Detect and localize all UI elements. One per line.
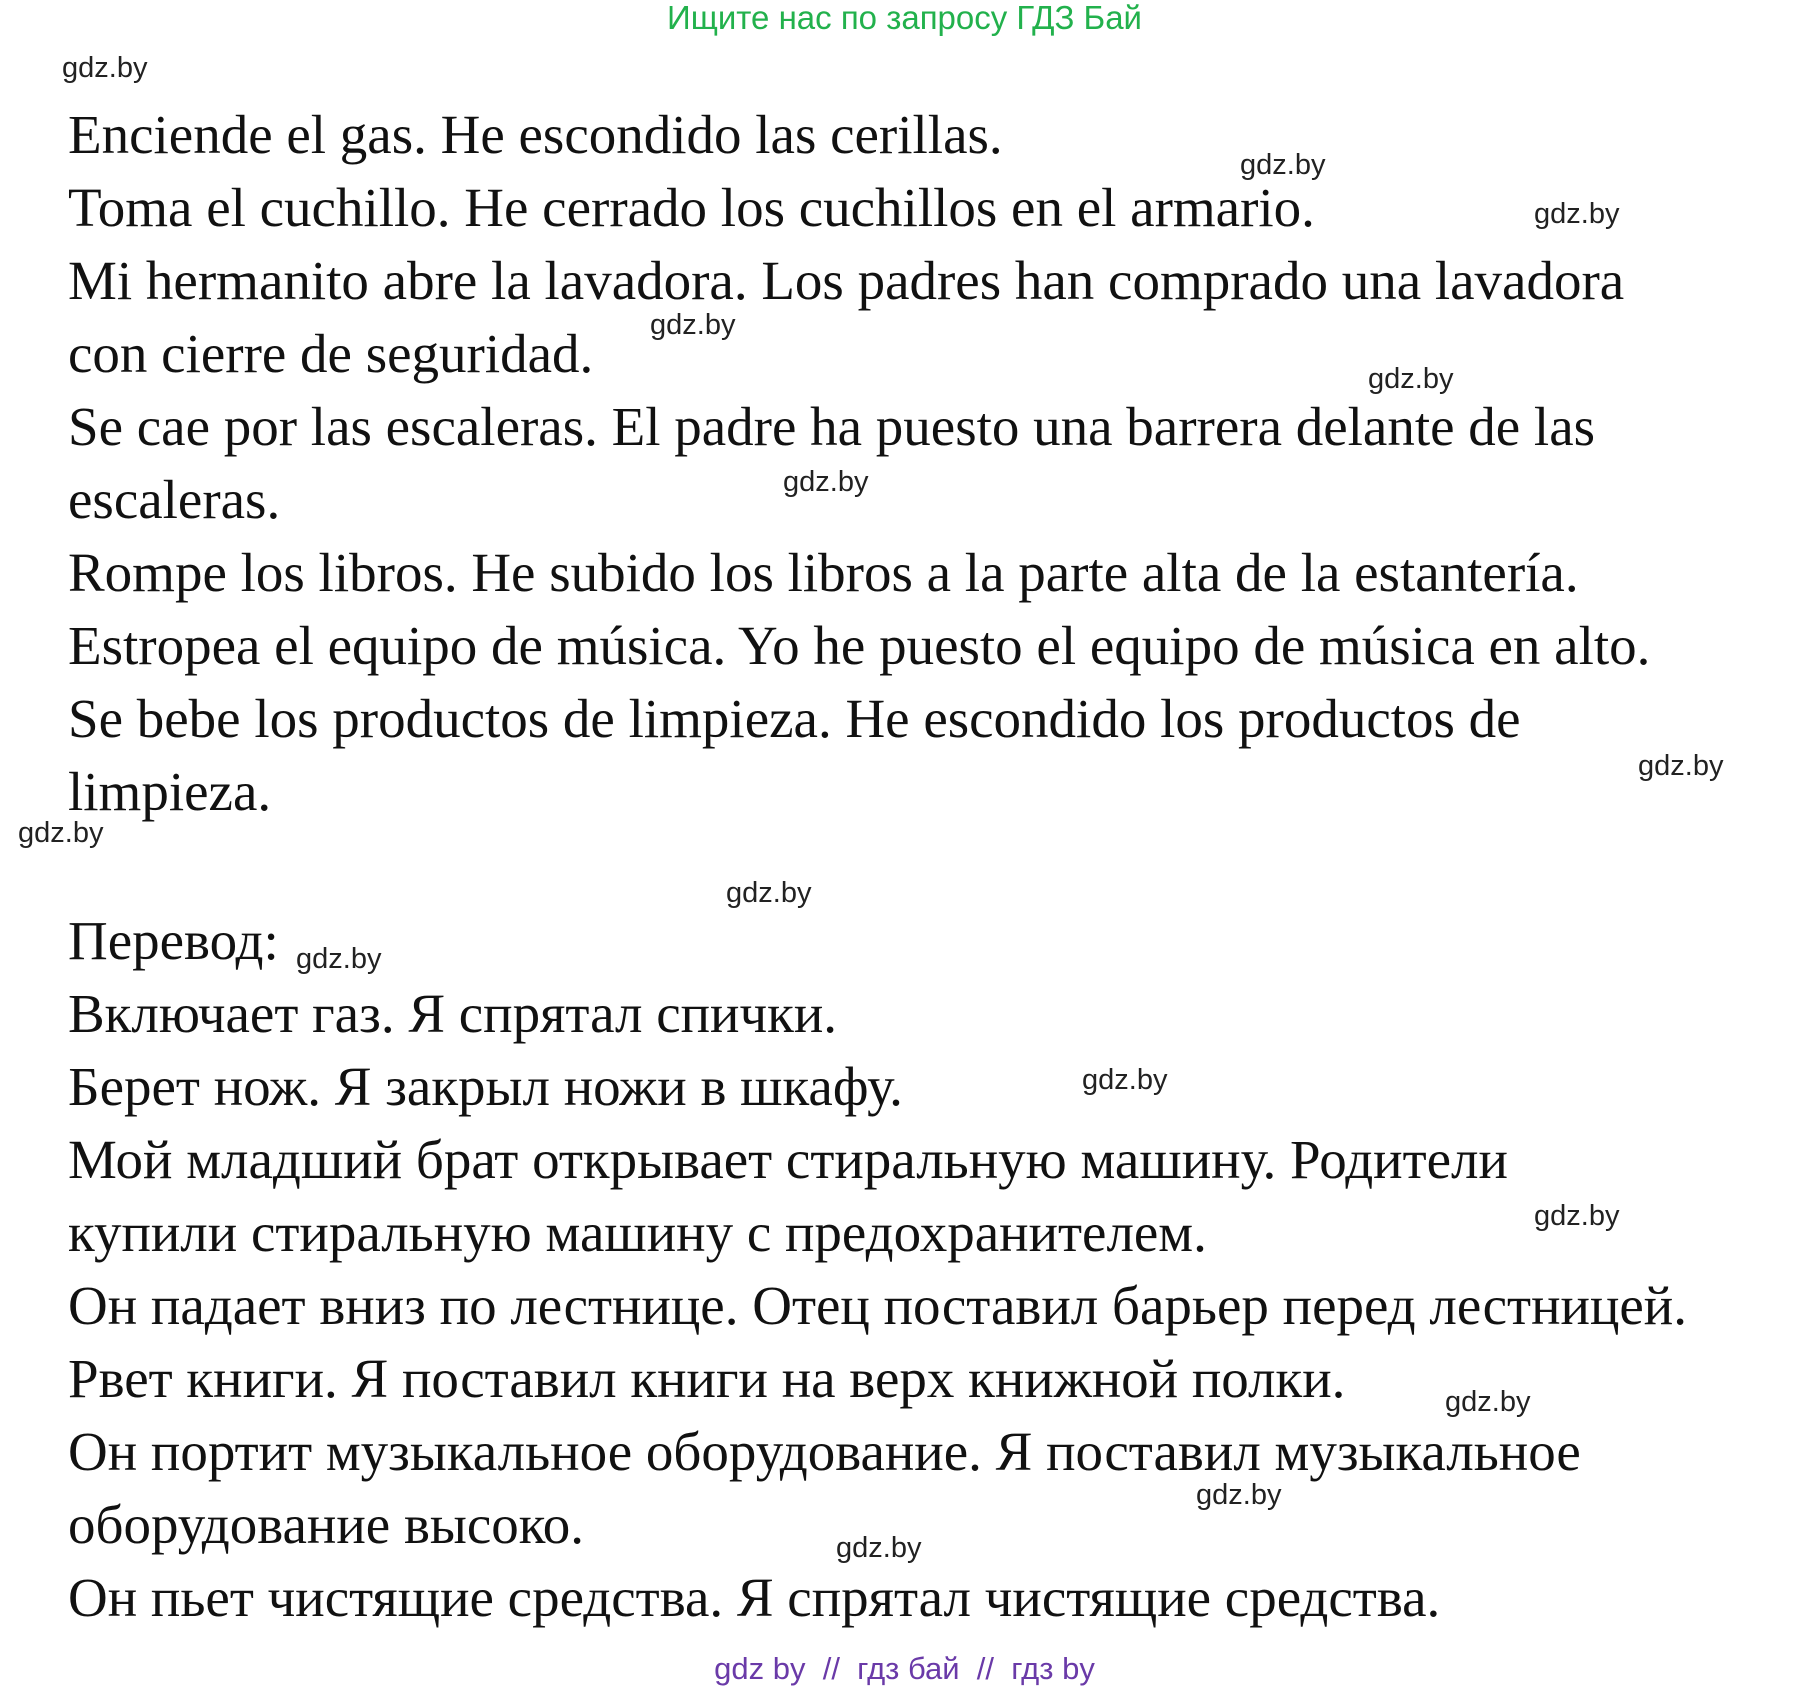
russian-line: купили стиральную машину с предохранителем. xyxy=(68,1202,1207,1263)
spanish-line: limpieza. xyxy=(68,761,272,822)
russian-line: Берет нож. Я закрыл ножи в шкафу. xyxy=(68,1056,903,1117)
watermark: gdz.by xyxy=(1196,1479,1282,1511)
watermark: gdz.by xyxy=(1368,363,1454,395)
watermark: gdz.by xyxy=(62,52,148,84)
spanish-line: Toma el cuchillo. He cerrado los cuchillos en el armario. xyxy=(68,177,1315,238)
watermark: gdz.by xyxy=(1240,149,1326,181)
watermark: gdz.by xyxy=(296,943,382,975)
watermark: gdz.by xyxy=(650,309,736,341)
russian-line: Он падает вниз по лестнице. Отец поставил барьер перед лестницей. xyxy=(68,1275,1687,1336)
russian-line: Он пьет чистящие средства. Я спрятал чистящие средства. xyxy=(68,1567,1441,1628)
russian-line: Рвет книги. Я поставил книги на верх книжной полки. xyxy=(68,1348,1346,1409)
watermark: gdz.by xyxy=(18,817,104,849)
watermark: gdz.by xyxy=(1445,1386,1531,1418)
watermark: gdz.by xyxy=(1534,1200,1620,1232)
watermark: gdz.by xyxy=(1638,750,1724,782)
spanish-line: escaleras. xyxy=(68,469,281,530)
spanish-line: Enciende el gas. He escondido las cerillas. xyxy=(68,104,1003,165)
spanish-text-block xyxy=(68,98,1768,828)
translation-heading: Перевод: xyxy=(68,910,279,971)
spanish-line: Se bebe los productos de limpieza. He escondido los productos de xyxy=(68,688,1521,749)
watermark: gdz.by xyxy=(1082,1064,1168,1096)
watermark: gdz.by xyxy=(1534,198,1620,230)
watermark: gdz.by xyxy=(783,466,869,498)
spanish-line: Se cae por las escaleras. El padre ha puesto una barrera delante de las xyxy=(68,396,1596,457)
russian-line: Включает газ. Я спрятал спички. xyxy=(68,983,838,1044)
top-banner: Ищите нас по запросу ГДЗ Бай xyxy=(667,0,1142,36)
watermark: gdz.by xyxy=(836,1532,922,1564)
watermark: gdz.by xyxy=(726,877,812,909)
russian-line: оборудование высоко. xyxy=(68,1494,584,1555)
spanish-line: Estropea el equipo de música. Yo he puesto el equipo de música en alto. xyxy=(68,615,1651,676)
spanish-line: con cierre de seguridad. xyxy=(68,323,594,384)
spanish-line: Rompe los libros. He subido los libros a la parte alta de la estantería. xyxy=(68,542,1579,603)
russian-line: Мой младший брат открывает стиральную машину. Родители xyxy=(68,1129,1508,1190)
footer: gdz by // гдз бай // гдз by xyxy=(714,1651,1095,1686)
russian-line: Он портит музыкальное оборудование. Я поставил музыкальное xyxy=(68,1421,1581,1482)
spanish-line: Mi hermanito abre la lavadora. Los padres han comprado una lavadora xyxy=(68,250,1625,311)
